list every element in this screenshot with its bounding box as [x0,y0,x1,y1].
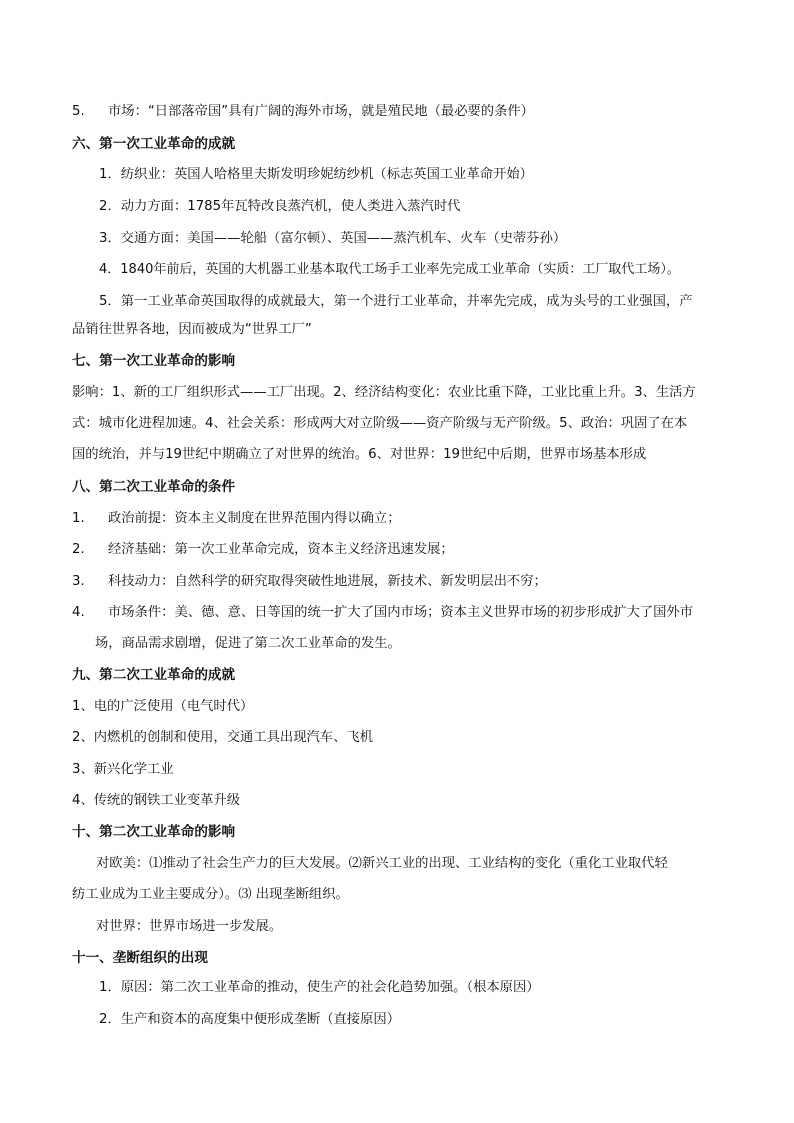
list-text: 科技动力：自然科学的研究取得突破性地进展，新技术、新发明层出不穷； [108,574,547,589]
paragraph-line: 纺工业成为工业主要成分）。⑶ 出现垄断组织。 [72,887,349,902]
paragraph-line: 式：城市化进程加速。4、社会关系：形成两大对立阶级——资产阶级与无产阶级。5、政治：巩固了在本 [72,416,688,431]
list-number: 4. [72,605,85,620]
list-item: 2．生产和资本的高度集中便形成垄断（直接原因） [99,1012,400,1027]
section-heading: 八、第二次工业革命的条件 [72,479,236,495]
list-item: 4、传统的钢铁工业变革升级 [72,793,241,808]
list-number: 5. [72,104,85,119]
list-text: 市场：“日部落帝国”具有广阔的海外市场，就是殖民地（最必要的条件） [108,104,534,119]
list-item [72,572,722,592]
section-heading: 十一、垄断组织的出现 [72,950,208,966]
paragraph-line: 影响：1、新的工厂组织形式——工厂出现。2、经济结构变化：农业比重下降，工业比重上升。3、生活方 [72,385,696,400]
list-text: 政治前提：资本主义制度在世界范围内得以确立； [108,511,401,526]
list-item: 2、内燃机的创制和使用，交通工具出现汽车、飞机 [72,730,373,745]
list-item: 4．1840年前后，英国的大机器工业基本取代工场手工业率先完成工业革命（实质：工厂取代工场）。 [99,262,680,277]
paragraph-line: 国的统治，并与19世纪中期确立了对世界的统治。6、对世界：19世纪中后期，世界市场基本形成 [72,447,647,462]
list-item: 3、新兴化学工业 [72,762,174,777]
paragraph-continuation: 品销往世界各地，因而被成为“世界工厂” [72,322,312,337]
list-number: 3. [72,574,85,589]
list-item: 5．第一工业革命英国取得的成就最大，第一个进行工业革命，并率先完成，成为头号的工业强国，产 [99,294,693,309]
list-item [72,540,722,560]
section-heading: 七、第一次工业革命的影响 [72,353,236,369]
list-item: 3．交通方面：美国——轮船（富尔顿）、英国——蒸汽机车、火车（史蒂芬孙） [99,231,567,246]
section-heading: 十、第二次工业革命的影响 [72,824,236,840]
list-item [72,102,722,122]
list-item [72,509,722,529]
list-item [72,603,722,623]
section-heading: 六、第一次工业革命的成就 [72,136,236,152]
paragraph-line: 对欧美：⑴推动了社会生产力的巨大发展。⑵新兴工业的出现、工业结构的变化（重化工业取代轻 [96,856,668,871]
list-item: 2．动力方面：1785年瓦特改良蒸汽机，使人类进入蒸汽时代 [99,199,461,214]
list-item: 1．原因：第二次工业革命的推动，使生产的社会化趋势加强。（根本原因） [99,980,540,995]
list-text: 市场条件：美、德、意、日等国的统一扩大了国内市场；资本主义世界市场的初步形成扩大了国外市 [108,605,694,620]
section-heading: 九、第二次工业革命的成就 [72,667,236,683]
paragraph-continuation: 场，商品需求剧增，促进了第二次工业革命的发生。 [95,636,401,651]
list-text: 经济基础：第一次工业革命完成，资本主义经济迅速发展； [108,542,454,557]
paragraph-line: 对世界：世界市场进一步发展。 [96,919,283,934]
list-number: 1. [72,511,85,526]
list-number: 2. [72,542,85,557]
list-item: 1、电的广泛使用（电气时代） [72,699,254,714]
list-item: 1．纺织业：英国人哈格里夫斯发明珍妮纺纱机（标志英国工业革命开始） [99,167,533,182]
